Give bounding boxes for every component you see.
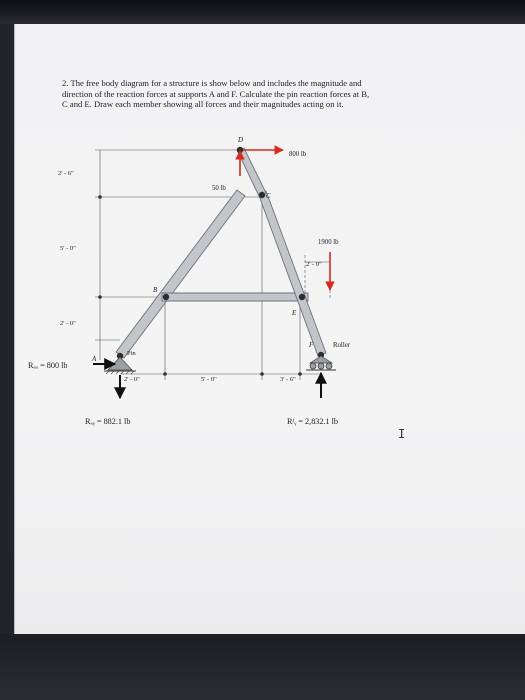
dim-label-e-offset: 2' - 0" [306, 261, 322, 268]
member-be [162, 293, 308, 301]
load-label-d: 800 lb [289, 151, 307, 158]
dim-label-v3: 2' - 0" [60, 320, 76, 327]
member-cf [258, 191, 326, 356]
node-label-f: F [309, 341, 314, 349]
load-label-e: 1900 lb [318, 239, 339, 246]
node-label-c: C [266, 192, 271, 200]
member-dc [237, 148, 266, 196]
node-label-e: E [292, 309, 297, 317]
pin-support [104, 357, 136, 374]
dim-label-h2: 5' - 0" [201, 376, 217, 383]
problem-line-1: 2. The free body diagram for a structure is show below and includes the magnitude and [62, 78, 362, 88]
dimension-labels [58, 170, 322, 383]
reaction-label-ay: Rₐᵧ = 882.1 lb [85, 417, 131, 426]
pin-label: Pin [127, 350, 136, 357]
members [116, 148, 326, 358]
problem-line-2: direction of the reaction forces at supports A and F. Calculate the pin reaction forces at B, [62, 88, 370, 99]
joints [117, 147, 324, 359]
dim-label-h1: 2' - 0" [124, 376, 140, 383]
problem-line-3: C and E. Draw each member showing all forces and their magnitudes acting on it. [62, 99, 344, 110]
node-label-a: A [92, 355, 97, 363]
roller-label: Roller [333, 342, 350, 349]
text-cursor-icon: I [398, 427, 406, 441]
joint-e [299, 294, 305, 300]
dim-label-v1: 2' - 6" [58, 170, 74, 177]
joint-c [259, 192, 265, 198]
reaction-label-ax: Rₐₓ = 800 lb [28, 361, 68, 370]
dim-label-v2: 5' - 0" [60, 245, 76, 252]
reaction-label-fy: Rᶠᵧ = 2,832.1 lb [287, 417, 339, 426]
joint-b [163, 294, 169, 300]
node-label-b: B [153, 286, 158, 294]
load-label-c: 50 lb [212, 185, 226, 192]
roller-support [306, 356, 336, 370]
member-ac [116, 190, 245, 358]
node-label-d: D [238, 136, 244, 144]
dim-label-h3: 3' - 6" [280, 376, 296, 383]
